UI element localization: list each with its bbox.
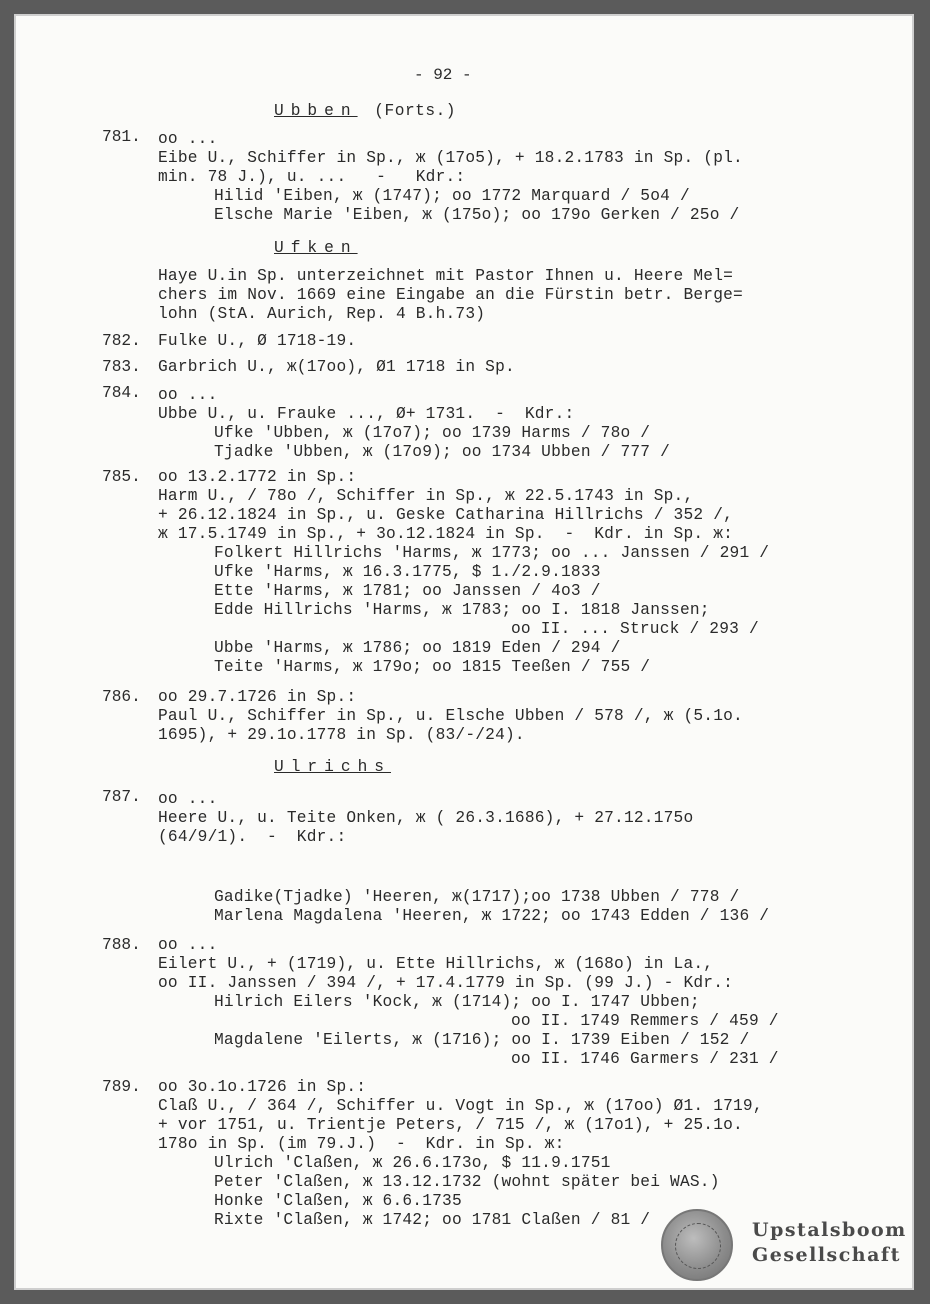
- text-line: Ufke 'Harms, ж 16.3.1775, $ 1./2.9.1833: [214, 563, 601, 581]
- text-line: oo 13.2.1772 in Sp.:: [158, 468, 357, 486]
- text-line: Gadike(Tjadke) 'Heeren, ж(1717);oo 1738 Ubben / 778 /: [214, 888, 740, 906]
- entry-number-788: 788.: [102, 936, 141, 954]
- text-line: Harm U., / 78o /, Schiffer in Sp., ж 22.5.1743 in Sp.,: [158, 487, 694, 505]
- text-line: oo II. Janssen / 394 /, + 17.4.1779 in Sp. (99 J.) - Kdr.:: [158, 974, 734, 992]
- text-line: 178o in Sp. (im 79.J.) - Kdr. in Sp. ж:: [158, 1135, 565, 1153]
- entry-number-784: 784.: [102, 384, 141, 402]
- text-line: Ubbe U., u. Frauke ..., Ø+ 1731. - Kdr.:: [158, 405, 575, 423]
- text-line: Magdalene 'Eilerts, ж (1716); oo I. 1739 Eiben / 152 /: [214, 1031, 750, 1049]
- text-line: Ette 'Harms, ж 1781; oo Janssen / 4o3 /: [214, 582, 601, 600]
- entry-number-787: 787.: [102, 788, 141, 806]
- text-line: Hilrich Eilers 'Kock, ж (1714); oo I. 1747 Ubben;: [214, 993, 700, 1011]
- text-line: Honke 'Claßen, ж 6.6.1735: [214, 1192, 462, 1210]
- text-line: Folkert Hillrichs 'Harms, ж 1773; oo ... Janssen / 291 /: [214, 544, 770, 562]
- entry-number-786: 786.: [102, 688, 141, 706]
- seal-inner-ring: [675, 1223, 721, 1269]
- text-line: oo ...: [158, 936, 218, 954]
- text-line: 1695), + 29.1o.1778 in Sp. (83/-/24).: [158, 726, 525, 744]
- society-seal-icon: [661, 1209, 733, 1281]
- heading-ufken: [274, 239, 358, 257]
- text-line: Eilert U., + (1719), u. Ette Hillrichs, ж (168o) in La.,: [158, 955, 714, 973]
- text-line: Marlena Magdalena 'Heeren, ж 1722; oo 1743 Edden / 136 /: [214, 907, 770, 925]
- text-line: (64/9/1). - Kdr.:: [158, 828, 347, 846]
- text-line: Paul U., Schiffer in Sp., u. Elsche Ubben / 578 /, ж (5.1o.: [158, 707, 743, 725]
- text-line: oo ...: [158, 790, 218, 808]
- document-page: [14, 14, 914, 1290]
- text-line: oo II. 1749 Remmers / 459 /: [511, 1012, 779, 1030]
- text-line: + 26.12.1824 in Sp., u. Geske Catharina Hillrichs / 352 /,: [158, 506, 734, 524]
- text-line: Ubbe 'Harms, ж 1786; oo 1819 Eden / 294 /: [214, 639, 621, 657]
- entry-number-785: 785.: [102, 468, 141, 486]
- text-line: Edde Hillrichs 'Harms, ж 1783; oo I. 1818 Janssen;: [214, 601, 710, 619]
- text-line: Teite 'Harms, ж 179o; oo 1815 Teeßen / 755 /: [214, 658, 651, 676]
- text-line: Haye U.in Sp. unterzeichnet mit Pastor Ihnen u. Heere Mel=: [158, 267, 734, 285]
- text-line: ж 17.5.1749 in Sp., + 3o.12.1824 in Sp. - Kdr. in Sp. ж:: [158, 525, 734, 543]
- text-line: oo 29.7.1726 in Sp.:: [158, 688, 357, 706]
- text-line: Elsche Marie 'Eiben, ж (175o); oo 179o Gerken / 25o /: [214, 206, 740, 224]
- text-line: Peter 'Claßen, ж 13.12.1732 (wohnt später bei WAS.): [214, 1173, 720, 1191]
- text-line: oo II. 1746 Garmers / 231 /: [511, 1050, 779, 1068]
- brand-name-line2: Gesellschaft: [752, 1244, 901, 1266]
- text-line: + vor 1751, u. Trientje Peters, / 715 /, ж (17o1), + 25.1o.: [158, 1116, 743, 1134]
- heading-ubben: [274, 102, 456, 120]
- text-line: lohn (StA. Aurich, Rep. 4 B.h.73): [158, 305, 486, 323]
- entry-number-789: 789.: [102, 1078, 141, 1096]
- text-line: Eibe U., Schiffer in Sp., ж (17o5), + 18.2.1783 in Sp. (pl.: [158, 149, 743, 167]
- text-line: oo II. ... Struck / 293 /: [511, 620, 759, 638]
- text-line: Tjadke 'Ubben, ж (17o9); oo 1734 Ubben / 777 /: [214, 443, 671, 461]
- heading-ufken-text: Ufken: [274, 239, 358, 257]
- entry-number-783: 783.: [102, 358, 141, 376]
- text-line: Ufke 'Ubben, ж (17o7); oo 1739 Harms / 78o /: [214, 424, 651, 442]
- text-line: min. 78 J.), u. ... - Kdr.:: [158, 168, 466, 186]
- page-number: - 92 -: [414, 66, 472, 84]
- text-line: Garbrich U., ж(17oo), Ø1 1718 in Sp.: [158, 358, 515, 376]
- brand-name-line1: Upstalsboom: [752, 1219, 907, 1241]
- text-line: chers im Nov. 1669 eine Eingabe an die Fürstin betr. Berge=: [158, 286, 743, 304]
- heading-ulrichs-text: Ulrichs: [274, 758, 391, 776]
- text-line: Fulke U., Ø 1718-19.: [158, 332, 357, 350]
- text-line: Ulrich 'Claßen, ж 26.6.173o, $ 11.9.1751: [214, 1154, 611, 1172]
- text-line: oo ...: [158, 130, 218, 148]
- entry-number-781: 781.: [102, 128, 141, 146]
- text-line: Rixte 'Claßen, ж 1742; oo 1781 Claßen / 81 /: [214, 1211, 651, 1229]
- heading-ulrichs: [274, 758, 391, 776]
- heading-ubben-text: Ubben: [274, 102, 358, 120]
- heading-ubben-suffix: (Forts.): [374, 102, 457, 120]
- entry-number-782: 782.: [102, 332, 141, 350]
- text-line: Claß U., / 364 /, Schiffer u. Vogt in Sp., ж (17oo) Ø1. 1719,: [158, 1097, 763, 1115]
- text-line: Heere U., u. Teite Onken, ж ( 26.3.1686), + 27.12.175o: [158, 809, 694, 827]
- text-line: oo ...: [158, 386, 218, 404]
- text-line: Hilid 'Eiben, ж (1747); oo 1772 Marquard / 5o4 /: [214, 187, 690, 205]
- text-line: oo 3o.1o.1726 in Sp.:: [158, 1078, 367, 1096]
